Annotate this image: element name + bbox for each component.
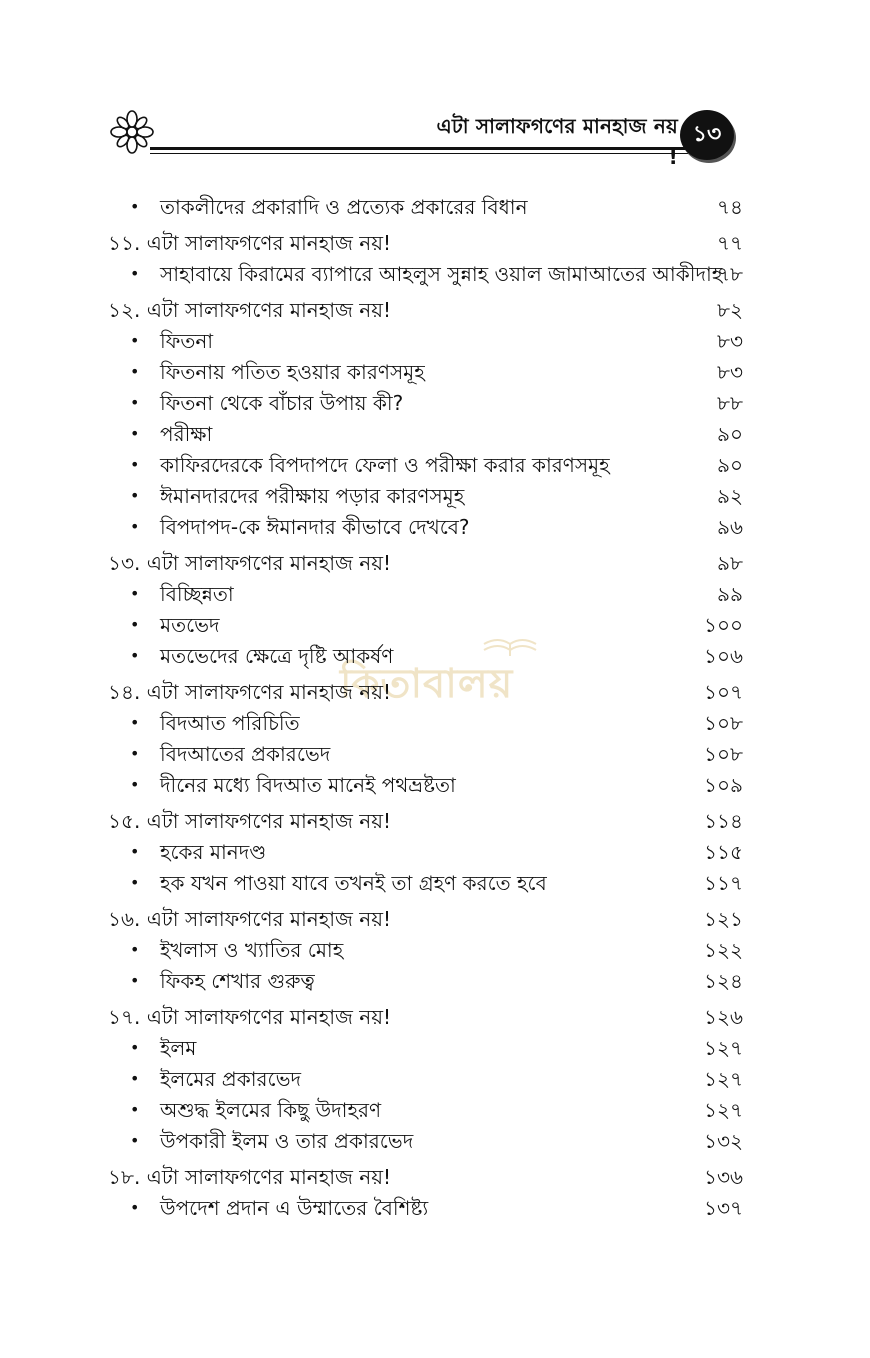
toc-entry-text: ১৮. এটা সালাফগণের মানহাজ নয়! [108, 1165, 392, 1189]
bullet-icon: • [130, 362, 140, 381]
toc-entry-text: ফিকহ শেখার গুরুত্ব [160, 969, 315, 993]
toc-item [0, 935, 870, 965]
toc-page-number: ১৩৬ [704, 1165, 743, 1189]
toc-entry-text: বিদআত পরিচিতি [160, 711, 300, 735]
toc-page-number: ৮৩ [717, 329, 743, 353]
toc-entry-text: ১৬. এটা সালাফগণের মানহাজ নয়! [108, 907, 392, 931]
toc-item [0, 1064, 870, 1094]
toc-entry-text: ১৩. এটা সালাফগণের মানহাজ নয়! [108, 551, 392, 575]
toc-entry-text: সাহাবায়ে কিরামের ব্যাপারে আহলুস সুন্নাহ ওয়াল জামাআতের আকীদাহ [160, 262, 723, 286]
toc-item [0, 579, 870, 609]
toc-entry-text: বিদআতের প্রকারভেদ [160, 742, 331, 766]
toc-page-number: ১২৪ [704, 969, 743, 993]
toc-page-number: ১২৭ [704, 1067, 743, 1091]
toc-item [0, 739, 870, 769]
toc-page-number: ৮২ [717, 298, 743, 322]
toc-page-number: ৮৩ [717, 360, 743, 384]
toc-item [0, 837, 870, 867]
toc-entry-text: মতভেদের ক্ষেত্রে দৃষ্টি আকর্ষণ [160, 644, 394, 668]
toc-chapter [0, 904, 870, 934]
toc-entry-text: ১১. এটা সালাফগণের মানহাজ নয়! [108, 231, 392, 255]
toc-page-number: ১০০ [704, 613, 743, 637]
toc-item [0, 259, 870, 289]
toc-page-number: ১১৫ [704, 840, 743, 864]
bullet-icon: • [130, 1100, 140, 1119]
toc-item [0, 192, 870, 222]
toc-page-number: ৮৮ [717, 391, 743, 415]
toc-item [0, 708, 870, 738]
toc-item [0, 512, 870, 542]
bullet-icon: • [130, 873, 140, 892]
bullet-icon: • [130, 615, 140, 634]
toc-page-number: ৯০ [717, 422, 743, 446]
toc-page-number: ১০৬ [704, 644, 743, 668]
toc-page-number: ৯৯ [717, 582, 743, 606]
toc-page-number: ৯২ [717, 484, 743, 508]
bullet-icon: • [130, 1038, 140, 1057]
toc-entry-text: ১২. এটা সালাফগণের মানহাজ নয়! [108, 298, 392, 322]
bullet-icon: • [130, 713, 140, 732]
toc-entry-text: উপকারী ইলম ও তার প্রকারভেদ [160, 1129, 414, 1153]
toc-entry-text: ইলমের প্রকারভেদ [160, 1067, 301, 1091]
bullet-icon: • [130, 775, 140, 794]
bullet-icon: • [130, 1131, 140, 1150]
toc-item [0, 966, 870, 996]
bullet-icon: • [130, 264, 140, 283]
toc-entry-text: ইখলাস ও খ্যাতির মোহ [160, 938, 344, 962]
toc-page-number: ৭৭ [716, 231, 743, 255]
toc-item [0, 481, 870, 511]
bullet-icon: • [130, 842, 140, 861]
bullet-icon: • [130, 1069, 140, 1088]
toc-entry-text: বিপদাপদ-কে ঈমানদার কীভাবে দেখবে? [160, 515, 470, 539]
toc-page-number: ১৩২ [704, 1129, 743, 1153]
toc-entry-text: মতভেদ [160, 613, 220, 637]
toc-page-number: ৭৮ [717, 262, 743, 286]
toc-chapter [0, 228, 870, 258]
bullet-icon: • [130, 940, 140, 959]
watermark-text: কিতাবালয় [340, 661, 514, 707]
toc-chapter [0, 1002, 870, 1032]
toc-page-number: ১০৮ [704, 742, 743, 766]
toc-chapter [0, 548, 870, 578]
bullet-icon: • [130, 646, 140, 665]
toc-page-number: ১০৯ [704, 773, 743, 797]
toc-entry-text: অশুদ্ধ ইলমের কিছু উদাহরণ [160, 1098, 382, 1122]
page-number: ১৩ [692, 121, 722, 147]
bullet-icon: • [130, 331, 140, 350]
bullet-icon: • [130, 971, 140, 990]
toc-entry-text: দীনের মধ্যে বিদআত মানেই পথভ্রষ্টতা [160, 773, 456, 797]
flower-ornament-icon [108, 108, 156, 156]
toc-item [0, 1126, 870, 1156]
toc-entry-text: উপদেশ প্রদান এ উম্মাতের বৈশিষ্ট্য [160, 1196, 429, 1220]
toc-page-number: ১২৭ [704, 1098, 743, 1122]
toc-entry-text: হকের মানদণ্ড [160, 840, 267, 864]
toc-item [0, 641, 870, 671]
toc-entry-text: হক যখন পাওয়া যাবে তখনই তা গ্রহণ করতে হবে [160, 871, 547, 895]
bullet-icon: • [130, 197, 140, 216]
toc-page-number: ৯৮ [717, 551, 743, 575]
toc-entry-text: পরীক্ষা [160, 422, 213, 446]
toc-page-number: ১৩৭ [704, 1196, 743, 1220]
toc-page-number: ১২৬ [704, 1005, 743, 1029]
toc-page-number: ৭৪ [717, 195, 743, 219]
toc-page-number: ১১৭ [704, 871, 743, 895]
toc-item [0, 1033, 870, 1063]
toc-chapter [0, 1162, 870, 1192]
toc-entry-text: ঈমানদারদের পরীক্ষায় পড়ার কারণসমূহ [160, 484, 465, 508]
bullet-icon: • [130, 744, 140, 763]
bullet-icon: • [130, 517, 140, 536]
toc-item [0, 770, 870, 800]
page-header [0, 0, 870, 170]
bullet-icon: • [130, 455, 140, 474]
toc-chapter [0, 806, 870, 836]
bullet-icon: • [130, 486, 140, 505]
toc-item [0, 357, 870, 387]
bullet-icon: • [130, 584, 140, 603]
toc-item [0, 419, 870, 449]
page-number-badge [680, 110, 734, 160]
toc-page-number: ১০৮ [704, 711, 743, 735]
toc-item [0, 1095, 870, 1125]
bullet-icon: • [130, 1198, 140, 1217]
toc-item [0, 610, 870, 640]
toc-page-number: ৯০ [717, 453, 743, 477]
toc-page-number: ৯৬ [717, 515, 743, 539]
bullet-icon: • [130, 393, 140, 412]
toc-entry-text: ফিতনায় পতিত হওয়ার কারণসমূহ [160, 360, 425, 384]
toc-page-number: ১২১ [704, 907, 743, 931]
toc-chapter [0, 677, 870, 707]
toc-entry-text: তাকলীদের প্রকারাদি ও প্রত্যেক প্রকারের বিধান [160, 195, 528, 219]
toc-page-number: ১০৭ [704, 680, 743, 704]
bullet-icon: • [130, 424, 140, 443]
running-title: এটা সালাফগণের মানহাজ নয় ! [436, 114, 678, 169]
toc-page-number: ১২৭ [704, 1036, 743, 1060]
toc-page-number: ১১৪ [704, 809, 743, 833]
toc-entry-text: ফিতনা থেকে বাঁচার উপায় কী? [160, 391, 404, 415]
toc-item [0, 868, 870, 898]
toc-entry-text: ১৪. এটা সালাফগণের মানহাজ নয়! [108, 680, 392, 704]
toc-entry-text: ১৭. এটা সালাফগণের মানহাজ নয়! [108, 1005, 392, 1029]
toc-item [0, 388, 870, 418]
toc-entry-text: কাফিরদেরকে বিপদাপদে ফেলা ও পরীক্ষা করার কারণসমূহ [160, 453, 610, 477]
toc-item [0, 450, 870, 480]
toc-entry-text: ফিতনা [160, 329, 214, 353]
toc-entry-text: ১৫. এটা সালাফগণের মানহাজ নয়! [108, 809, 392, 833]
toc-entry-text: বিচ্ছিন্নতা [160, 582, 234, 606]
toc-item [0, 326, 870, 356]
toc-item [0, 1193, 870, 1223]
toc-chapter [0, 295, 870, 325]
toc-page-number: ১২২ [704, 938, 743, 962]
toc-entry-text: ইলম [160, 1036, 197, 1060]
